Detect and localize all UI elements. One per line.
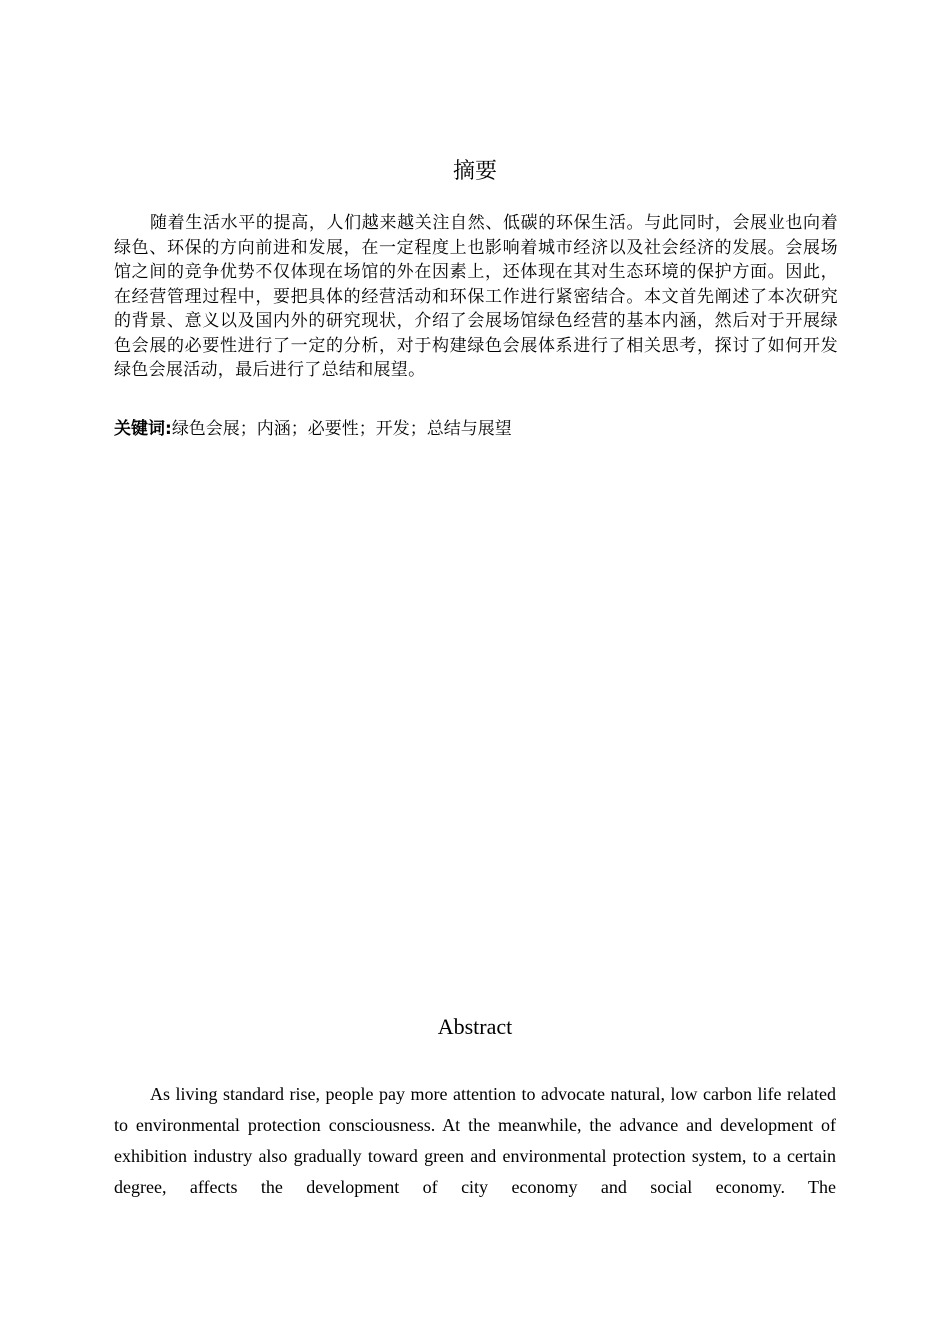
- chinese-keywords: [114, 416, 838, 442]
- english-abstract-body: As living standard rise, people pay more attention to advocate natural, low carbon life related to environmental protection consciousness. At the meanwhile, the advance and development of exhibition industry also gradually toward green and environmental protection system, to a certain degree, affects the development of city economy and social economy. The: [114, 1084, 836, 1197]
- english-abstract-title: Abstract: [437, 1014, 513, 1039]
- chinese-abstract-body: 随着生活水平的提高，人们越来越关注自然、低碳的环保生活。与此同时，会展业也向着绿色、环保的方向前进和发展，在一定程度上也影响着城市经济以及社会经济的发展。会展场馆之间的竞争优势不仅体现在场馆的外在因素上，还体现在其对生态环境的保护方面。因此，在经营管理过程中，要把具体的经营活动和环保工作进行紧密结合。本文首先阐述了本次研究的背景、意义以及国内外的研究现状，介绍了会展场馆绿色经营的基本内涵，然后对于开展绿色会展的必要性进行了一定的分析，对于构建绿色会展体系进行了相关思考，探讨了如何开发绿色会展活动，最后进行了总结和展望。: [114, 213, 838, 380]
- chinese-abstract-title: 摘要: [452, 159, 497, 184]
- keywords-label: 关键词:: [114, 419, 172, 439]
- keywords-list: 绿色会展；内涵；必要性；开发；总结与展望: [171, 419, 512, 439]
